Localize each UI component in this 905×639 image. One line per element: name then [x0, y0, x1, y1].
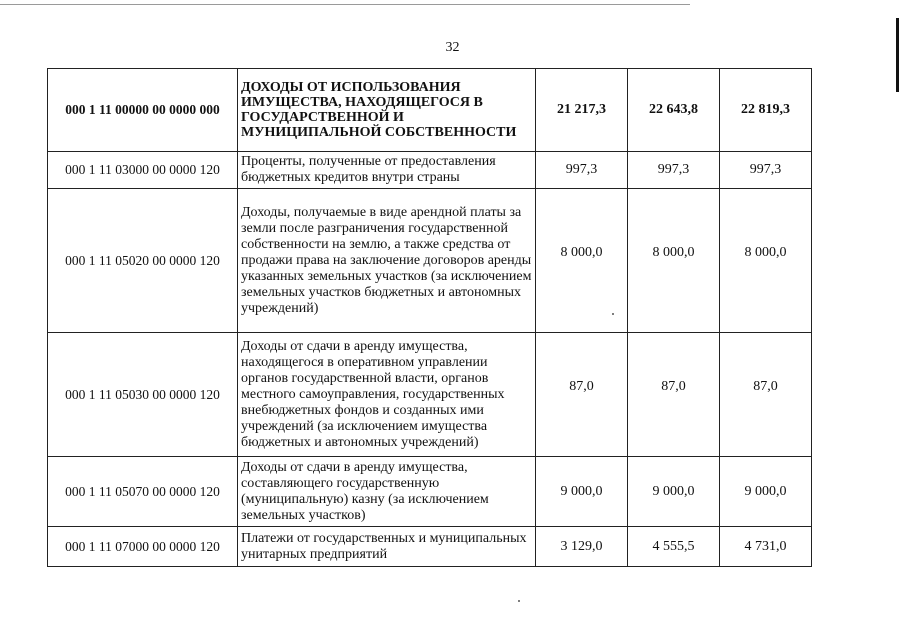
budget-code-cell: 000 1 11 07000 00 0000 120 — [48, 527, 238, 567]
budget-code-cell: 000 1 11 00000 00 0000 000 — [48, 69, 238, 152]
revenue-name-cell: ДОХОДЫ ОТ ИСПОЛЬЗОВАНИЯ ИМУЩЕСТВА, НАХОДЯЩЕГОСЯ В ГОСУДАРСТВЕННОЙ И МУНИЦИПАЛЬНОЙ СОБСТВЕННОСТИ — [238, 69, 536, 152]
amount-year3-cell: 87,0 — [720, 333, 812, 457]
revenue-name-cell: Доходы от сдачи в аренду имущества, находящегося в оперативном управлении органов государственной власти, органов местного самоуправления, государственных внебюджетных фондов и созданных ими учреждений (за исключением имущества бюджетных и автономных учреждений) — [238, 333, 536, 457]
budget-code-cell: 000 1 11 03000 00 0000 120 — [48, 152, 238, 189]
table-row — [48, 333, 812, 457]
amount-year1-cell: 997,3 — [536, 152, 628, 189]
amount-year3-cell: 8 000,0 — [720, 189, 812, 333]
table-row — [48, 457, 812, 527]
amount-year2-cell: 9 000,0 — [628, 457, 720, 527]
table-row — [48, 527, 812, 567]
page-number: 32 — [445, 40, 460, 55]
amount-year2-cell: 997,3 — [628, 152, 720, 189]
budget-code-cell: 000 1 11 05020 00 0000 120 — [48, 189, 238, 333]
table-row — [48, 189, 812, 333]
revenue-table — [47, 68, 812, 567]
budget-code-cell: 000 1 11 05030 00 0000 120 — [48, 333, 238, 457]
scan-artifact-top-line — [0, 4, 690, 5]
amount-year2-cell: 87,0 — [628, 333, 720, 457]
amount-year2-cell: 4 555,5 — [628, 527, 720, 567]
amount-year1-cell: 87,0 — [536, 333, 628, 457]
amount-year3-cell: 22 819,3 — [720, 69, 812, 152]
amount-year1-cell: 3 129,0 — [536, 527, 628, 567]
table-row-header-total — [48, 69, 812, 152]
revenue-name-cell: Доходы, получаемые в виде арендной платы за земли после разграничения государственной собственности на землю, а также средства от продажи права на заключение договоров аренды указанных земельных участков (за исключением земельных участков бюджетных и автономных учреждений) — [238, 189, 536, 333]
amount-year3-cell: 4 731,0 — [720, 527, 812, 567]
amount-year1-cell: 9 000,0 — [536, 457, 628, 527]
revenue-name-cell: Платежи от государственных и муниципальных унитарных предприятий — [238, 527, 536, 567]
budget-code-cell: 000 1 11 05070 00 0000 120 — [48, 457, 238, 527]
amount-year1-cell: 8 000,0 — [536, 189, 628, 333]
amount-year2-cell: 22 643,8 — [628, 69, 720, 152]
scan-speck — [518, 600, 520, 602]
table-row — [48, 152, 812, 189]
amount-year1-cell: 21 217,3 — [536, 69, 628, 152]
revenue-name-cell: Доходы от сдачи в аренду имущества, составляющего государственную (муниципальную) казну (за исключением земельных участков) — [238, 457, 536, 527]
amount-year3-cell: 9 000,0 — [720, 457, 812, 527]
amount-year3-cell: 997,3 — [720, 152, 812, 189]
revenue-name-cell: Проценты, полученные от предоставления бюджетных кредитов внутри страны — [238, 152, 536, 189]
amount-year2-cell: 8 000,0 — [628, 189, 720, 333]
